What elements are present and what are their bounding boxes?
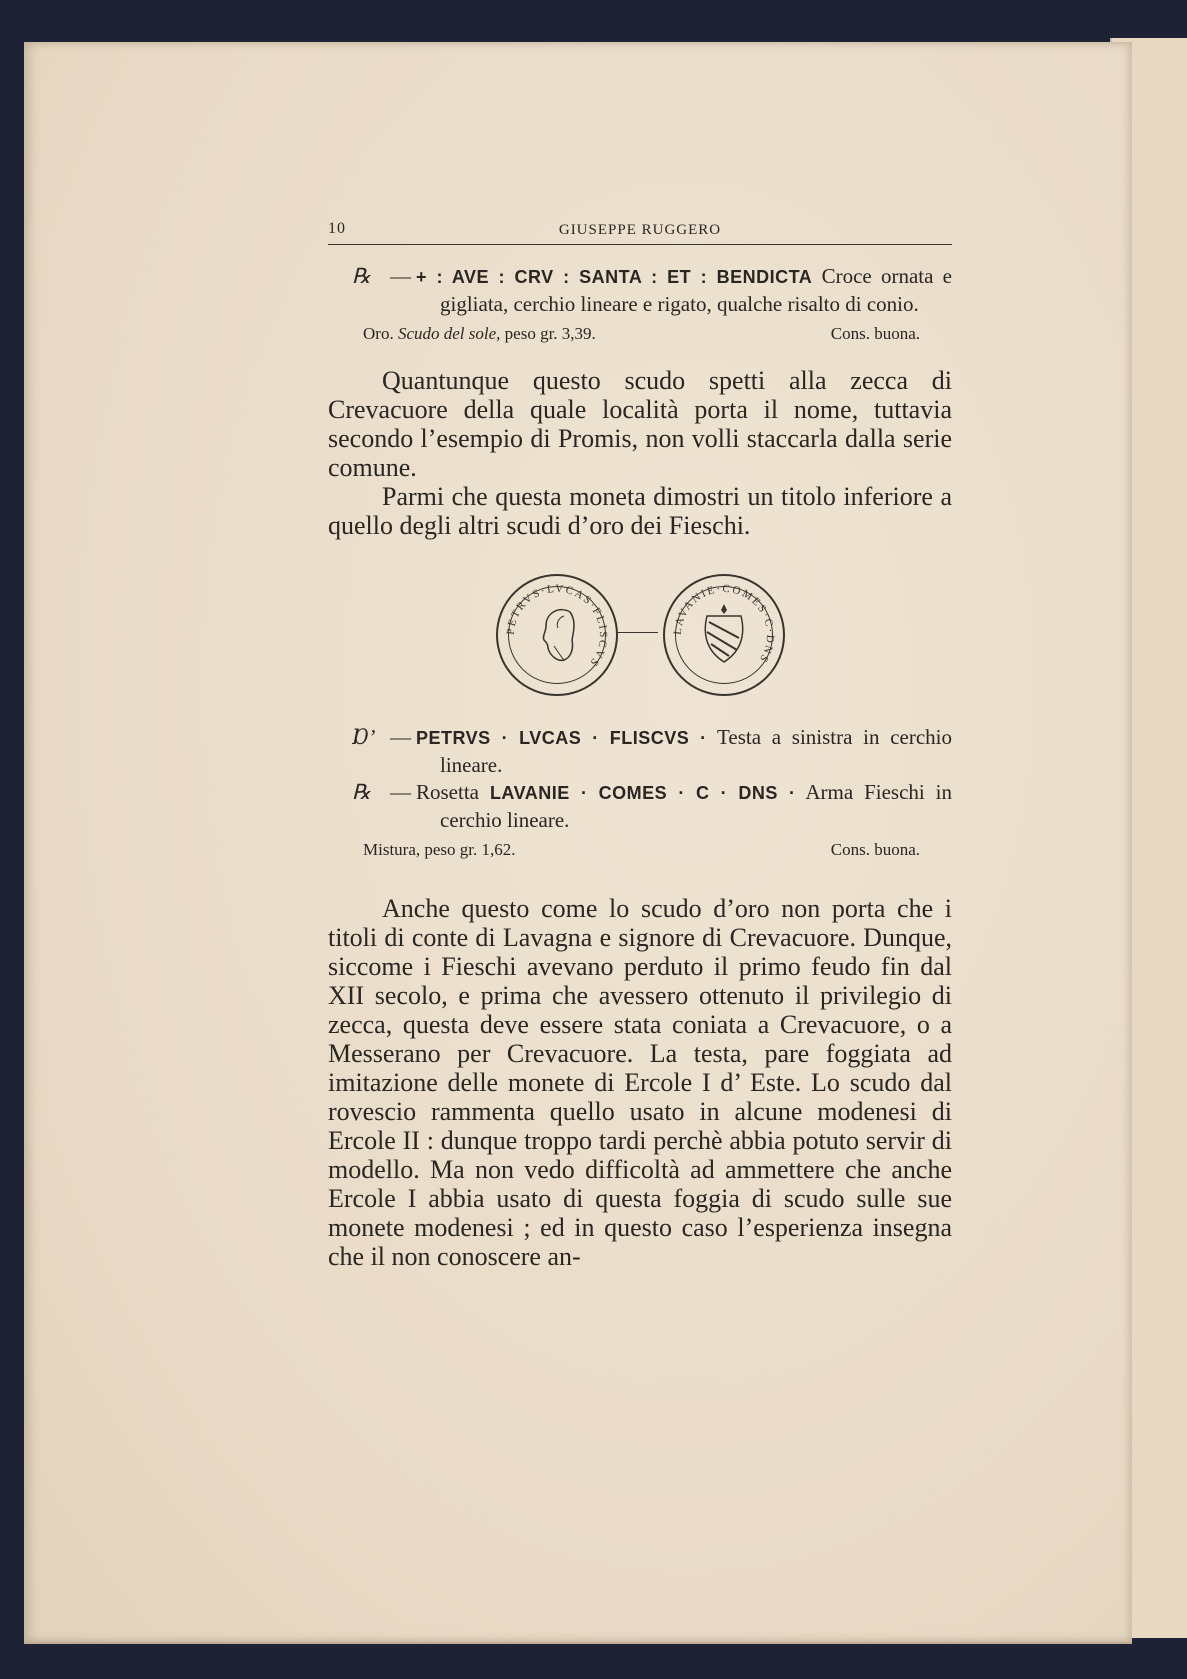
page-number: 10 xyxy=(328,220,346,237)
coin-separator xyxy=(616,632,658,633)
coin-type: Scudo del sole, xyxy=(397,324,501,343)
coin-reverse-image xyxy=(663,574,785,696)
reverse-description: Arma Fieschi in cerchio lineare. xyxy=(440,780,953,832)
obverse-symbol: Ɒ’ xyxy=(352,725,376,749)
paragraph: Anche questo come lo scudo d’oro non porta che i titoli di conte di Lavagna e signore di Crevacuore. Dunque, siccome i Fieschi avevano perduto il primo feudo fin dal XII secolo, e prima che avessero ottenuto il privilegio di zecca, questa deve essere stata coniata a Crevacuore, o a Messerano per Crevacuore. La testa, pare foggiata ad imitazione delle monete di Ercole I d’ Este. Lo scudo dal rovescio rammenta quello usato in alcune modenesi di Ercole II : dunque troppo tardi perchè abbia potuto servir di modello. Ma non vedo difficoltà ad ammettere che anche Ercole I abbia usato di questa foggia di scudo sulle sue monete modenesi ; ed in questo caso l’esperienza insegna che il non conoscere an- xyxy=(328,894,952,1271)
obverse-legend-text: PETRVS · LVCAS · FLISCVS · xyxy=(416,728,707,748)
reverse-legend-text: LAVANIE · COMES · C · DNS · xyxy=(489,783,796,803)
coin-illustration xyxy=(328,574,952,704)
reverse-symbol: ℞ xyxy=(352,780,371,804)
dash: — xyxy=(390,264,411,288)
conservation: Cons. buona. xyxy=(830,840,920,859)
running-header xyxy=(328,220,952,245)
coin-description: Croce ornata e gigliata, cerchio lineare e rigato, qualche risalto di conio. xyxy=(440,264,952,316)
reverse-legend: LAVANIE·COMES·C·DNS xyxy=(671,582,777,666)
coin-entry-reverse xyxy=(328,263,952,318)
metal: Oro. xyxy=(363,324,394,343)
coin-meta xyxy=(363,324,920,344)
running-title: GIUSEPPE RUGGERO xyxy=(558,222,722,238)
coin-legend: + : AVE : CRV : SANTA : ET : BENDICTA xyxy=(416,267,813,287)
page-content xyxy=(328,220,952,1271)
reverse-prefix: Rosetta xyxy=(416,780,479,804)
coin-entry-obverse xyxy=(328,724,952,779)
obverse-legend: PETRVS·LVCAS·FLISCVS xyxy=(504,582,610,670)
paragraph: Parmi che questa moneta dimostri un titolo inferiore a quello degli altri scudi d’oro dei Fieschi. xyxy=(328,482,952,540)
weight: peso gr. 3,39. xyxy=(504,324,596,343)
reverse-symbol: ℞ xyxy=(352,264,371,288)
dash: — xyxy=(390,780,411,804)
coin-entry-reverse-2 xyxy=(328,779,952,834)
conservation: Cons. buona. xyxy=(830,324,920,343)
metal-weight: Mistura, peso gr. 1,62. xyxy=(363,840,516,859)
page-bottom-edge xyxy=(24,1620,1132,1644)
obverse-description: Testa a sinistra in cerchio lineare. xyxy=(440,725,953,777)
coat-of-arms-icon xyxy=(665,576,783,694)
dash: — xyxy=(390,725,411,749)
coin-meta-2 xyxy=(363,840,920,860)
paragraph: Quantunque questo scudo spetti alla zecca di Crevacuore della quale località porta il nome, tuttavia secondo l’esempio di Promis, non volli staccarla dalla serie comune. xyxy=(328,366,952,482)
portrait-head-icon xyxy=(498,576,616,694)
coin-obverse-image xyxy=(496,574,618,696)
